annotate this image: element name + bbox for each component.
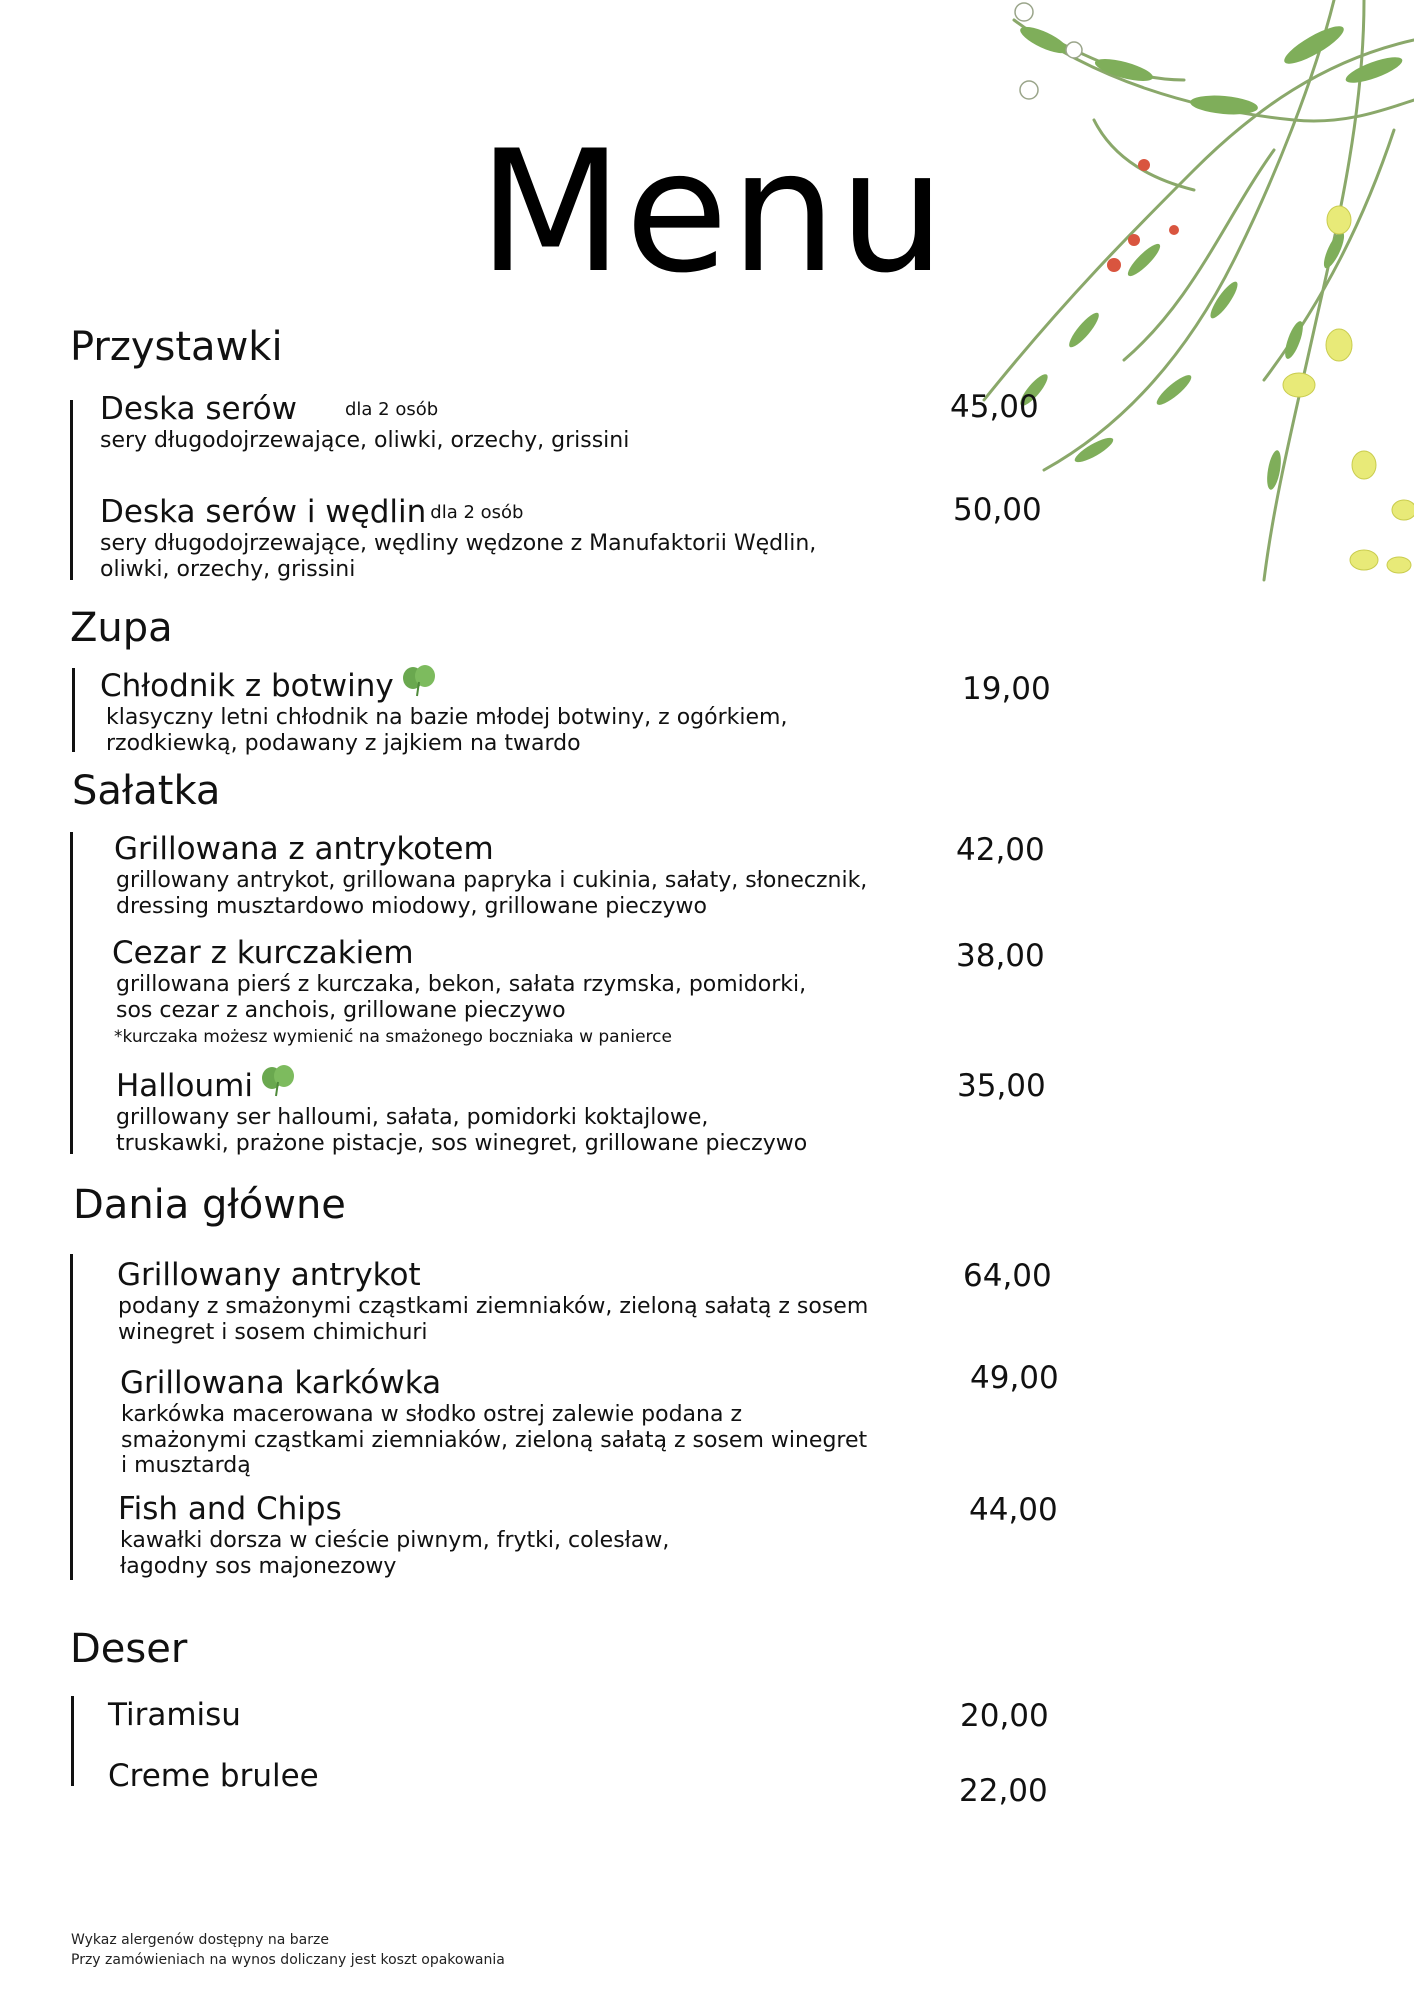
item-serving: dla 2 osób <box>430 502 524 523</box>
item-name: Chłodnik z botwiny <box>100 668 394 704</box>
menu-item <box>100 664 787 756</box>
item-name: Fish and Chips <box>118 1491 342 1527</box>
item-name: Deska serów i wędlin <box>100 494 427 530</box>
menu-item <box>108 1759 319 1793</box>
menu-item <box>114 832 867 919</box>
menu-item <box>108 1698 241 1732</box>
item-price: 49,00 <box>970 1360 1059 1396</box>
item-price: 42,00 <box>956 832 1045 868</box>
item-description: kawałki dorsza w cieście piwnym, frytki, colesław, łagodny sos majonezowy <box>120 1528 670 1579</box>
section-title-salad: Sałatka <box>72 768 221 814</box>
item-note: *kurczaka możesz wymienić na smażonego boczniaka w panierce <box>114 1027 672 1048</box>
item-name: Creme brulee <box>108 1758 319 1794</box>
item-price: 19,00 <box>962 671 1051 707</box>
item-description: karkówka macerowana w słodko ostrej zalewie podana z smażonymi cząstkami ziemniaków, zieloną sałatą z sosem winegret i musztardą <box>121 1402 868 1479</box>
footer <box>71 1930 505 1971</box>
section-title-mains: Dania główne <box>73 1182 346 1228</box>
item-price: 50,00 <box>953 492 1042 528</box>
section-title-starters: Przystawki <box>70 324 283 370</box>
item-name: Deska serów <box>100 391 297 427</box>
item-name: Grillowany antrykot <box>117 1257 421 1293</box>
item-description: sery długodojrzewające, wędliny wędzone z Manufaktorii Wędlin, oliwki, orzechy, grissini <box>100 531 817 582</box>
item-description: grillowany ser halloumi, sałata, pomidorki koktajlowe, truskawki, prażone pistacje, sos winegret, grillowane pieczywo <box>116 1105 808 1156</box>
item-description: sery długodojrzewające, oliwki, orzechy, grissini <box>100 428 630 454</box>
vegetarian-leaf-icon <box>261 1064 295 1098</box>
item-description: grillowany antrykot, grillowana papryka i cukinia, sałaty, słonecznik, dressing musztardowo miodowy, grillowane pieczywo <box>116 868 868 919</box>
item-name: Tiramisu <box>108 1697 241 1733</box>
section-divider <box>71 1696 74 1786</box>
menu-item <box>117 1258 868 1345</box>
section-title-soup: Zupa <box>70 605 173 651</box>
menu-title: Menu <box>478 114 948 310</box>
item-name: Halloumi <box>116 1068 253 1104</box>
item-price: 20,00 <box>960 1698 1049 1734</box>
menu-item <box>100 495 816 582</box>
item-description: podany z smażonymi cząstkami ziemniaków, zieloną sałatą z sosem winegret i sosem chimichuri <box>118 1294 869 1345</box>
item-description: klasyczny letni chłodnik na bazie młodej botwiny, z ogórkiem, rzodkiewką, podawany z jajkiem na twardo <box>106 705 788 756</box>
vegetarian-leaf-icon <box>402 664 436 698</box>
menu-item <box>116 1064 807 1156</box>
section-title-dessert: Deser <box>70 1626 188 1672</box>
menu-item <box>120 1366 867 1479</box>
item-price: 35,00 <box>957 1068 1046 1104</box>
menu-item <box>100 392 629 454</box>
section-divider <box>70 1254 73 1580</box>
section-divider <box>72 668 75 752</box>
item-serving: dla 2 osób <box>344 399 439 420</box>
item-description: grillowana pierś z kurczaka, bekon, sałata rzymska, pomidorki, sos cezar z anchois, grillowane pieczywo <box>116 972 807 1023</box>
section-divider <box>70 832 73 1154</box>
item-name: Grillowana karkówka <box>120 1365 442 1401</box>
item-price: 64,00 <box>963 1258 1052 1294</box>
menu-item <box>112 936 806 1048</box>
item-price: 44,00 <box>969 1492 1058 1528</box>
menu-item <box>118 1492 669 1579</box>
item-name: Cezar z kurczakiem <box>112 935 414 971</box>
item-price: 38,00 <box>956 938 1045 974</box>
allergen-note: Wykaz alergenów dostępny na barze <box>71 1932 329 1948</box>
item-name: Grillowana z antrykotem <box>114 831 494 867</box>
takeaway-note: Przy zamówieniach na wynos doliczany jest koszt opakowania <box>71 1952 505 1969</box>
item-price: 45,00 <box>950 389 1039 425</box>
item-price: 22,00 <box>959 1773 1048 1809</box>
section-divider <box>70 400 73 580</box>
